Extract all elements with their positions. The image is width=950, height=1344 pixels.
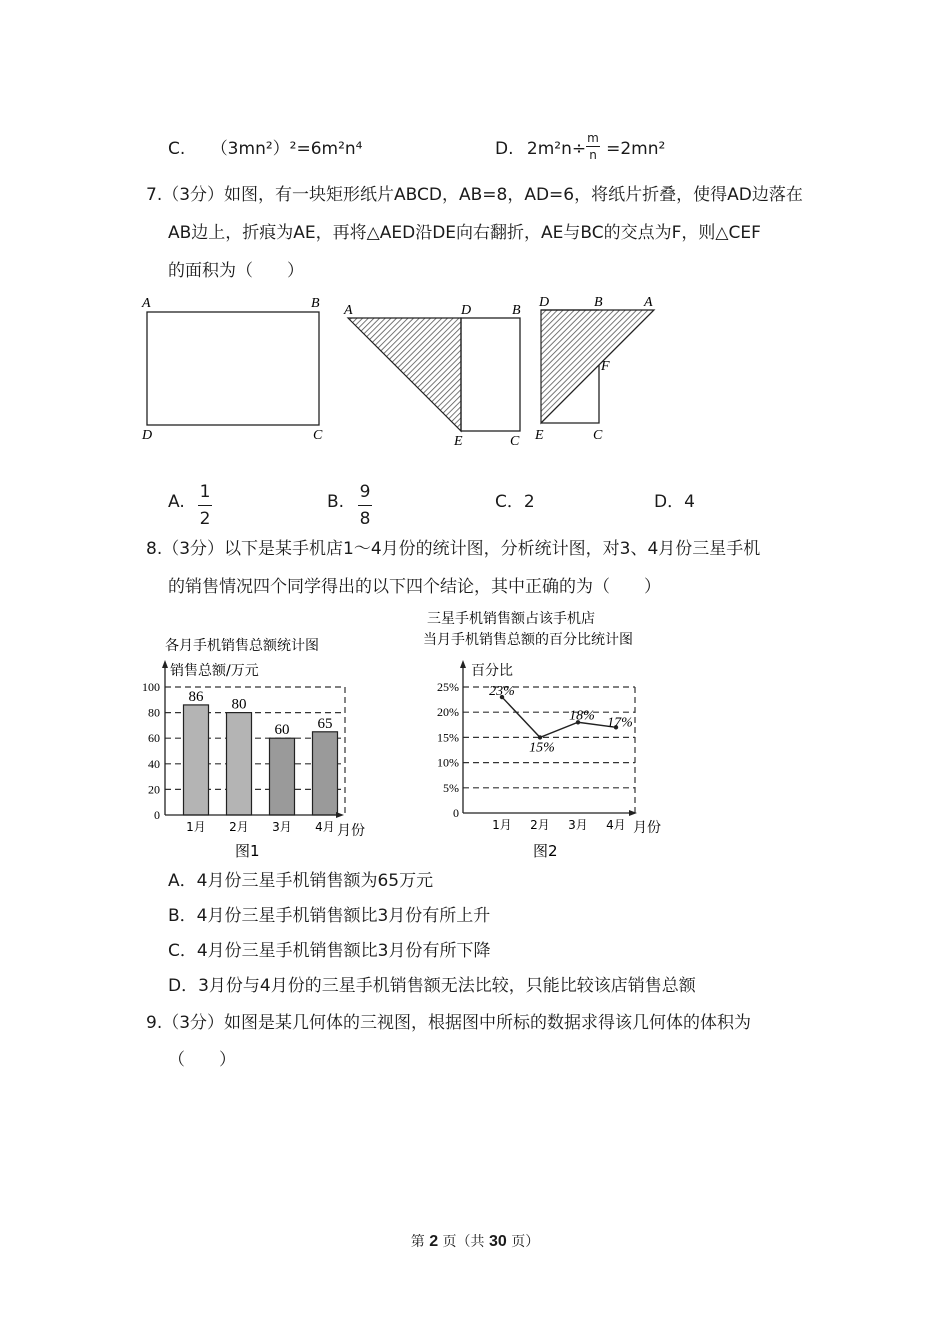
q7-fig3-label-a: A <box>644 295 653 310</box>
q7-fig3-label-f: F <box>601 359 610 374</box>
q7-fig2-rectangle <box>461 318 520 431</box>
chart2-caption: 图2 <box>533 842 558 860</box>
footer-page-number: 2 <box>429 1233 439 1250</box>
q8-stem-line1: 8.（3分）以下是某手机店1～4月份的统计图，分析统计图，对3、4月份三星手机 <box>146 539 761 559</box>
chart2-labels <box>437 680 633 832</box>
chart2-value-label: 23% <box>489 684 515 700</box>
q7-stem-line1: 7.（3分）如图，有一块矩形纸片ABCD，AB=8，AD=6，将纸片折叠，使得AD边落在 <box>146 185 803 205</box>
chart2-value-label: 18% <box>569 708 595 724</box>
q6-option-c-body: （3mn²）²=6m²n⁴ <box>210 139 363 159</box>
q6-option-c <box>168 141 363 158</box>
chart2-category-label: 1月 <box>492 818 512 832</box>
q7-fig1-rectangle <box>147 312 319 425</box>
footer-pre: 第 <box>410 1234 425 1250</box>
q8-chart1 <box>140 630 380 865</box>
chart1-ytick-label: 100 <box>142 680 160 694</box>
chart2-point <box>538 735 542 739</box>
q6-option-d-numerator: m <box>587 131 599 145</box>
chart2-value-label: 15% <box>529 740 555 756</box>
chart1-bar <box>227 713 252 815</box>
chart1-ytick-label: 40 <box>148 756 160 771</box>
chart2-xlabel: 月份 <box>633 820 661 836</box>
q8-option-a: A．4月份三星手机销售额为65万元 <box>168 871 434 891</box>
chart2-ytick-label: 0 <box>453 806 459 820</box>
chart1-ylabel: 销售总额/万元 <box>170 663 259 679</box>
chart1-bar <box>184 705 209 815</box>
q7-option-a-label: A. <box>168 492 185 512</box>
chart2-value-label: 17% <box>607 715 633 731</box>
q7-fig2-label-b: B <box>512 303 521 318</box>
chart1-category-label: 2月 <box>229 820 249 834</box>
q7-figures <box>130 290 670 450</box>
q7-fig1-label-a: A <box>142 296 151 311</box>
chart1-category-label: 4月 <box>315 820 335 834</box>
q7-fig2-label-e: E <box>454 434 463 449</box>
q6-option-d-denominator: n <box>589 148 597 162</box>
q7-option-a-denominator: 2 <box>199 509 211 529</box>
q6-option-d <box>495 141 665 158</box>
footer-mid: 页（共 <box>442 1234 485 1250</box>
chart1-bar <box>270 738 295 815</box>
chart2-ytick-label: 25% <box>437 680 459 694</box>
chart1-bars <box>184 705 338 815</box>
q7-fig3-label-b: B <box>594 295 603 310</box>
chart2-series-line <box>502 697 616 737</box>
q7-fig1-label-d: D <box>142 428 153 443</box>
chart1-ytick-label: 20 <box>148 782 160 797</box>
q9-stem-line1: 9.（3分）如图是某几何体的三视图，根据图中所标的数据求得该几何体的体积为 <box>146 1013 752 1033</box>
q8-stem-line2: 的销售情况四个同学得出的以下四个结论，其中正确的为（ ） <box>168 577 661 597</box>
chart1-value-label: 86 <box>188 688 204 705</box>
q7-fig2-label-d: D <box>461 303 472 318</box>
chart2-ytick-label: 5% <box>443 780 459 795</box>
q9-stem-line2: （ ） <box>168 1050 236 1070</box>
chart2-title-line1: 三星手机销售额占该手机店 <box>427 611 595 627</box>
q7-option-b-fraction <box>358 482 372 529</box>
chart2-ytick-label: 20% <box>437 705 459 720</box>
q6-option-d-label: D. <box>495 139 514 159</box>
chart2-ytick-label: 10% <box>437 755 459 770</box>
q8-option-b: B．4月份三星手机销售额比3月份有所上升 <box>168 906 491 926</box>
chart2-series <box>500 695 618 740</box>
q7-option-b-label: B. <box>327 492 345 512</box>
chart2-category-label: 2月 <box>530 818 550 832</box>
q7-stem-line2: AB边上，折痕为AE，再将△AED沿DE向右翻折，AE与BC的交点为F，则△CEF <box>168 223 761 243</box>
chart2-category-label: 4月 <box>606 818 626 832</box>
footer-post: 页） <box>511 1234 540 1250</box>
chart1-bar <box>313 732 338 815</box>
chart1-ytick-label: 60 <box>148 731 160 746</box>
chart1-value-label: 80 <box>231 696 247 713</box>
q7-fig3-label-c: C <box>593 428 603 443</box>
q6-option-c-label: C. <box>168 139 186 159</box>
chart1-category-label: 3月 <box>272 820 292 834</box>
q6-option-d-fraction <box>586 131 600 162</box>
chart2-title-line2: 当月手机销售总额的百分比统计图 <box>423 632 633 648</box>
chart2-ylabel: 百分比 <box>471 663 513 679</box>
chart2-category-label: 3月 <box>568 818 588 832</box>
chart1-category-label: 1月 <box>186 820 206 834</box>
chart1-caption: 图1 <box>235 842 260 860</box>
q7-fig3-label-e: E <box>535 428 544 443</box>
q8-chart2 <box>415 605 685 865</box>
q8-option-d: D．3月份与4月份的三星手机销售额无法比较，只能比较该店销售总额 <box>168 976 696 996</box>
chart2-ytick-label: 15% <box>437 730 459 745</box>
chart1-value-label: 60 <box>274 722 290 739</box>
q6-option-d-right: =2mn² <box>606 139 666 159</box>
q7-option-c: C．2 <box>495 492 535 512</box>
q7-option-d: D．4 <box>654 492 695 512</box>
q7-fig1-label-b: B <box>311 296 320 311</box>
footer-total-pages: 30 <box>489 1233 507 1250</box>
q8-option-c: C．4月份三星手机销售额比3月份有所下降 <box>168 941 491 961</box>
q7-option-b-denominator: 8 <box>359 509 371 529</box>
q7-option-a-numerator: 1 <box>199 482 211 502</box>
q7-fig2-label-a: A <box>344 303 353 318</box>
q7-fig1-label-c: C <box>313 428 323 443</box>
chart1-xlabel: 月份 <box>337 823 365 839</box>
q7-fig3-shaded-triangle <box>541 310 654 423</box>
q7-stem-line3: 的面积为（ ） <box>168 261 304 281</box>
q6-option-d-left: 2m²n÷ <box>526 139 587 159</box>
q7-option-a-fraction <box>198 482 212 529</box>
q7-fig3-label-d: D <box>539 295 550 310</box>
chart1-title: 各月手机销售总额统计图 <box>165 638 319 654</box>
chart1-value-label: 65 <box>317 715 333 732</box>
q7-option-b-numerator: 9 <box>359 482 371 502</box>
q7-fig2-label-c: C <box>510 434 520 449</box>
q7-fig2-shaded-triangle <box>348 318 461 431</box>
chart1-ytick-label: 0 <box>154 808 160 822</box>
chart1-ytick-label: 80 <box>148 705 160 720</box>
page-footer <box>0 1231 950 1251</box>
